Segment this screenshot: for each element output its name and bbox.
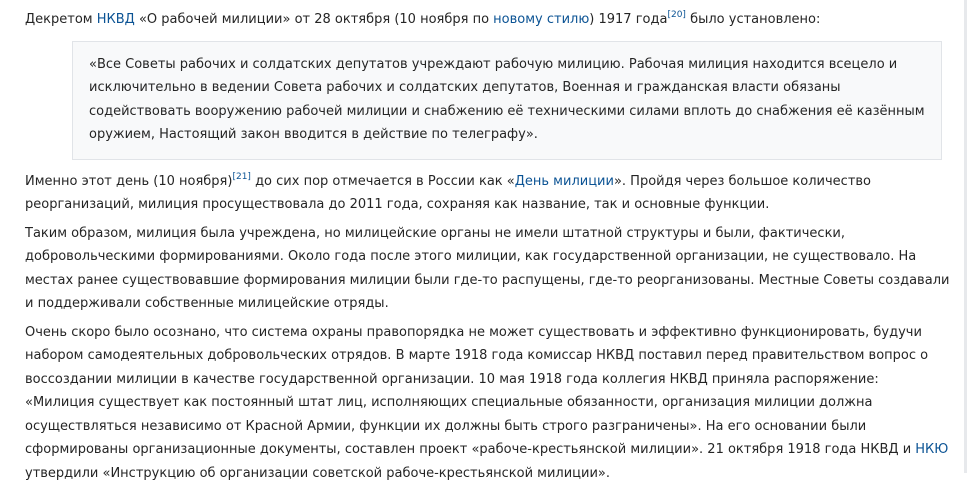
reference-21-link[interactable]: [21] xyxy=(232,171,251,182)
reference-20-link[interactable]: [20] xyxy=(667,10,686,20)
para2-text: Таким образом, милиция была учреждена, но милицейские органы не имели штатной структуры и были, фактически, добровольческими формированиями. Около года после этого милиции, как государственной организации, не существовало. На местах ранее существовавшие формирования милиции были где-то распущены, где-то реорганизованы. Местные Советы создавали и поддерживали собственные милицейские отряды. xyxy=(25,225,950,311)
decree-quote xyxy=(72,41,942,160)
intro-text-3: ) 1917 года xyxy=(589,12,668,27)
para1-text-2: до сих пор отмечается в России как « xyxy=(250,173,515,189)
intro-paragraph xyxy=(25,8,950,32)
para1-text-3: ». Пройдя через большое количество реорганизаций, милиция просуществовала до 2011 года, сохраняя как название, так и основные функции. xyxy=(25,173,872,212)
article-body xyxy=(25,8,950,490)
quote-text: «Все Советы рабочих и солдатских депутатов учреждают рабочую милицию. Рабочая милиция находится всецело и исключительно в ведении Совета рабочих и солдатских депутатов, Военная и гражданская власти обязаны содействовать вооружению рабочей милиции и снабжению её техническими силами вплоть до снабжения её казённым оружием, Настоящий закон вводится в действие по телеграфу». xyxy=(89,56,925,142)
nkvd-link[interactable]: НКВД xyxy=(96,12,135,27)
intro-text-4: было установлено: xyxy=(685,12,821,27)
nkyu-link[interactable]: НКЮ xyxy=(915,442,949,457)
para3-text-1: Очень скоро было осознано, что система охраны правопорядка не может существовать и эффективно функционировать, будучи набором самодеятельных добровольческих отрядов. В марте 1918 года комиссар НКВД поставил перед правительством вопрос о воссоздании милиции в качестве государственной организации. 10 мая 1918 года коллегия НКВД приняла распоряжение: «Милиция существует как постоянный штат лиц, исполняющих специальные обязанности, организация милиции должна осуществляться независимо от Красной Армии, функции их должны быть строго разграничены». На его основании были сформированы организационные документы, составлен проект «рабоче-крестьянской милиции». 21 октября 1918 года НКВД и xyxy=(25,324,929,457)
police-day-link[interactable]: День милиции xyxy=(514,173,614,189)
paragraph-state-organization xyxy=(25,321,950,486)
intro-text-2: «О рабочей милиции» от 28 октября (10 ноября по xyxy=(134,12,494,27)
paragraph-police-day xyxy=(25,170,950,217)
para1-text-1: Именно этот день (10 ноября) xyxy=(25,173,233,189)
para3-text-2: утвердили «Инструкцию об организации советской рабоче-крестьянской милиции». xyxy=(25,465,610,481)
intro-text-1: Декретом xyxy=(25,12,97,27)
new-style-link[interactable]: новому стилю xyxy=(493,12,590,27)
paragraph-volunteer-formations xyxy=(25,222,950,316)
